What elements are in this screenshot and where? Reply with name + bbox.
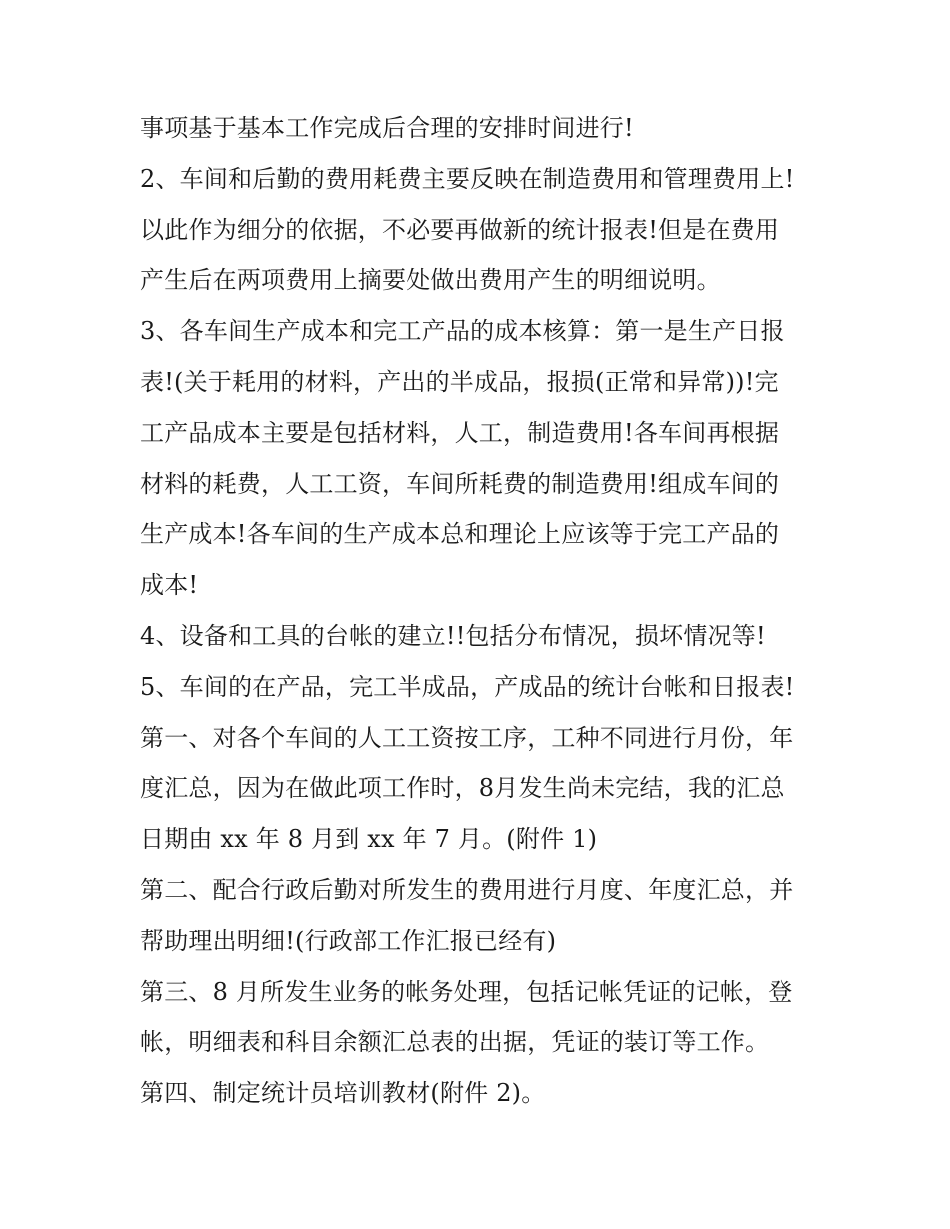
text-line: 3、各车间生产成本和完工产品的成本核算：第一是生产日报 bbox=[140, 317, 785, 346]
text-line: 2、车间和后勤的费用耗费主要反映在制造费用和管理费用上! bbox=[140, 164, 795, 193]
text-line: 帮助理出明细!(行政部工作汇报已经有) bbox=[140, 926, 557, 955]
text-line: 4、设备和工具的台帐的建立!!包括分布情况，损坏情况等! bbox=[140, 621, 766, 650]
text-line: 第三、8 月所发生业务的帐务处理，包括记帐凭证的记帐，登 bbox=[140, 977, 793, 1006]
text-line: 工产品成本主要是包括材料，人工，制造费用!各车间再根据 bbox=[140, 418, 780, 447]
text-line: 第四、制定统计员培训教材(附件 2)。 bbox=[140, 1079, 546, 1108]
text-line: 成本! bbox=[140, 571, 199, 600]
text-line: 生产成本!各车间的生产成本总和理论上应该等于完工产品的 bbox=[140, 520, 780, 549]
text-line: 第一、对各个车间的人工工资按工序，工种不同进行月份，年 bbox=[140, 723, 794, 752]
document-body bbox=[140, 103, 830, 1119]
text-line: 表!(关于耗用的材料，产出的半成品，报损(正常和异常))!完 bbox=[140, 367, 779, 396]
text-line: 第二、配合行政后勤对所发生的费用进行月度、年度汇总，并 bbox=[140, 875, 794, 904]
text-line: 5、车间的在产品，完工半成品，产成品的统计台帐和日报表! bbox=[140, 672, 795, 701]
text-line: 产生后在两项费用上摘要处做出费用产生的明细说明。 bbox=[140, 266, 721, 295]
text-line: 以此作为细分的依据，不必要再做新的统计报表!但是在费用 bbox=[140, 215, 780, 244]
text-line: 度汇总，因为在做此项工作时，8月发生尚未完结，我的汇总 bbox=[140, 774, 785, 803]
text-line: 材料的耗费，人工工资，车间所耗费的制造费用!组成车间的 bbox=[140, 469, 780, 498]
text-line: 日期由 xx 年 8 月到 xx 年 7 月。(附件 1) bbox=[140, 825, 598, 854]
text-line: 事项基于基本工作完成后合理的安排时间进行! bbox=[140, 114, 634, 142]
text-line: 帐，明细表和科目余额汇总表的出据，凭证的装订等工作。 bbox=[140, 1028, 770, 1057]
